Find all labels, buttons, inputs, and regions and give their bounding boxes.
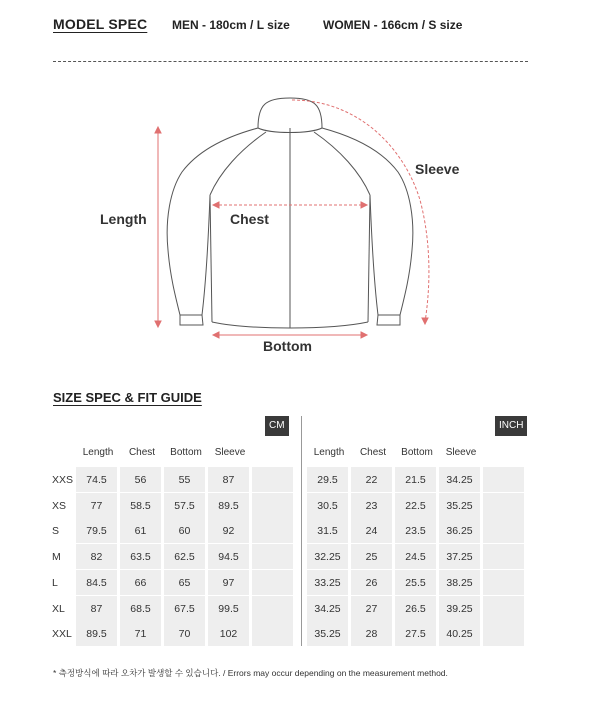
size-label: XS: [52, 500, 67, 512]
inch-cell: 29.5: [307, 467, 348, 492]
size-label: XL: [52, 603, 65, 615]
cm-cell: 77: [76, 493, 117, 518]
inch-cell: 22: [351, 467, 392, 492]
cm-cell: 74.5: [76, 467, 117, 492]
chest-label: Chest: [230, 211, 269, 227]
cm-header-length: Length: [82, 447, 114, 458]
right-shoulder: [322, 128, 413, 315]
length-label: Length: [100, 211, 147, 227]
cm-cell: 87: [208, 467, 249, 492]
cm-cell: 70: [164, 621, 205, 646]
cm-cell: 79.5: [76, 518, 117, 543]
inch-cell: 37.25: [439, 544, 480, 569]
cm-cell: 102: [208, 621, 249, 646]
cm-cell: 92: [208, 518, 249, 543]
cm-cell: 57.5: [164, 493, 205, 518]
size-label: M: [52, 551, 61, 563]
measurement-footnote: * 측정방식에 따라 오차가 발생할 수 있습니다. / Errors may occur depending on the measurement method.: [53, 668, 448, 678]
inch-header-length: Length: [313, 447, 345, 458]
size-label: S: [52, 525, 60, 537]
cm-cell: 94.5: [208, 544, 249, 569]
inch-cell: 25: [351, 544, 392, 569]
inch-cell: 34.25: [307, 596, 348, 621]
inch-cell: 23.5: [395, 518, 436, 543]
cm-cell: [252, 493, 293, 518]
inch-cell: 34.25: [439, 467, 480, 492]
inch-cell: [483, 467, 524, 492]
left-side: [210, 195, 212, 322]
cm-cell: 97: [208, 570, 249, 595]
inch-cell: [483, 570, 524, 595]
cm-cell: 58.5: [120, 493, 161, 518]
model-women-info: WOMEN - 166cm / S size: [323, 18, 463, 32]
inch-header-chest: Chest: [359, 447, 387, 458]
size-label: L: [52, 577, 58, 589]
size-spec-title: SIZE SPEC & FIT GUIDE: [53, 390, 202, 405]
inch-cell: 27.5: [395, 621, 436, 646]
cm-cell: 55: [164, 467, 205, 492]
inch-cell: [483, 544, 524, 569]
inch-cell: 26.5: [395, 596, 436, 621]
cm-cell: 68.5: [120, 596, 161, 621]
model-men-info: MEN - 180cm / L size: [172, 18, 290, 32]
cm-cell: 60: [164, 518, 205, 543]
inch-cell: 24.5: [395, 544, 436, 569]
cm-cell: 61: [120, 518, 161, 543]
inch-cell: 23: [351, 493, 392, 518]
cm-badge: CM: [265, 416, 289, 436]
cm-header-sleeve: Sleeve: [214, 447, 246, 458]
inch-cell: 21.5: [395, 467, 436, 492]
sleeve-arrow: [292, 100, 429, 322]
collar-outline: [258, 98, 322, 128]
cm-cell: [252, 621, 293, 646]
table-divider: [301, 416, 302, 646]
inch-cell: [483, 493, 524, 518]
right-raglan: [314, 132, 370, 195]
inch-cell: 26: [351, 570, 392, 595]
cm-cell: [252, 518, 293, 543]
right-cuff: [377, 315, 400, 325]
inch-header-sleeve: Sleeve: [445, 447, 477, 458]
inch-cell: 40.25: [439, 621, 480, 646]
cm-header-bottom: Bottom: [170, 447, 202, 458]
cm-cell: 56: [120, 467, 161, 492]
inch-cell: 32.25: [307, 544, 348, 569]
inch-cell: 31.5: [307, 518, 348, 543]
inch-header-bottom: Bottom: [401, 447, 433, 458]
inch-cell: 38.25: [439, 570, 480, 595]
model-spec-title: MODEL SPEC: [53, 16, 148, 32]
inch-cell: 28: [351, 621, 392, 646]
cm-cell: [252, 544, 293, 569]
cm-cell: 87: [76, 596, 117, 621]
cm-cell: 62.5: [164, 544, 205, 569]
left-sleeve-inner: [202, 195, 210, 315]
inch-cell: 25.5: [395, 570, 436, 595]
left-cuff: [180, 315, 203, 325]
size-label: XXL: [52, 628, 72, 640]
cm-cell: 66: [120, 570, 161, 595]
cm-cell: [252, 596, 293, 621]
inch-cell: 36.25: [439, 518, 480, 543]
bottom-label: Bottom: [263, 338, 312, 354]
inch-cell: 35.25: [439, 493, 480, 518]
cm-cell: 65: [164, 570, 205, 595]
inch-cell: [483, 518, 524, 543]
inch-cell: 24: [351, 518, 392, 543]
inch-cell: [483, 621, 524, 646]
cm-header-chest: Chest: [128, 447, 156, 458]
cm-cell: [252, 467, 293, 492]
right-sleeve-inner: [370, 195, 378, 315]
size-label: XXS: [52, 474, 74, 486]
inch-badge: INCH: [495, 416, 527, 436]
inch-cell: 33.25: [307, 570, 348, 595]
inch-cell: 35.25: [307, 621, 348, 646]
cm-cell: 89.5: [208, 493, 249, 518]
cm-cell: 84.5: [76, 570, 117, 595]
left-raglan: [210, 132, 266, 195]
sleeve-label: Sleeve: [415, 161, 460, 177]
cm-cell: 71: [120, 621, 161, 646]
inch-cell: 22.5: [395, 493, 436, 518]
inch-cell: 27: [351, 596, 392, 621]
inch-cell: 30.5: [307, 493, 348, 518]
cm-cell: 63.5: [120, 544, 161, 569]
cm-cell: 82: [76, 544, 117, 569]
cm-cell: 89.5: [76, 621, 117, 646]
right-side: [368, 195, 370, 322]
cm-cell: 67.5: [164, 596, 205, 621]
cm-cell: [252, 570, 293, 595]
inch-cell: [483, 596, 524, 621]
inch-cell: 39.25: [439, 596, 480, 621]
cm-cell: 99.5: [208, 596, 249, 621]
